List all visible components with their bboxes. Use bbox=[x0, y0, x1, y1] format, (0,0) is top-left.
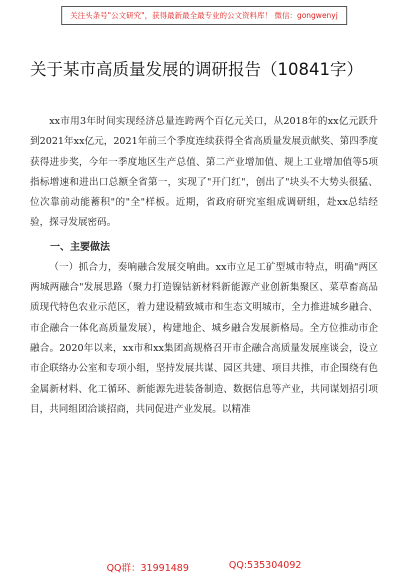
page-footer bbox=[0, 560, 408, 574]
document-title: 关于某市高质量发展的调研报告（10841字） bbox=[30, 60, 363, 79]
footer-qq-group: QQ群：31991489 bbox=[106, 563, 189, 574]
footer-qq: QQ:535304092 bbox=[228, 560, 302, 571]
section-paragraph: （一）抓合力，奏响融合发展交响曲。xx市立足工矿型城市特点，明确"两区两城两融合"发展思路（聚力打造镍钴新材料新能源产业创新集聚区、菜草畜高品质现代特色农业示范区，着力建设精致城市和生态文明城市，全力推进城乡融合、市企融合一体化高质量发展），构建地企、城乡融合发展新格局。全方位推动市企融合。2020年以来，xx市和xx集团高规格召开市企融合高质量发展座谈会，设立市企联络办公室和专项小组，坚持发展共谋、园区共建、项目共推，市企围绕有色金属新材料、化工循环、新能源先进装备制造、数据信息等产业，共同谋划招引项目，共同组团洽谈招商，共同促进产业发展。以精准 bbox=[30, 261, 378, 415]
intro-paragraph: xx市用3年时间实现经济总量连跨两个百亿元关口，从2018年的xx亿元跃升到2021年xx亿元，2021年前三个季度连续获得全省高质量发展贡献奖、第四季度获得进步奖，今年一季度地区生产总值、第二产业增加值、规上工业增加值等5项指标增速和进出口总额全省第一，实现了"开门红"，创出了"块头不大势头很猛、位次靠前动能蓄积"的"全"样板。近期，省政府研究室组成调研组，赴xx总结经验，探寻发展密码。 bbox=[30, 116, 378, 229]
section-heading: 一、主要做法 bbox=[50, 241, 110, 253]
document-body bbox=[30, 112, 378, 420]
header-banner: 关注头条号"公文研究"，获得最新最全最专业的公文资料库！ 微信：gongwenyj bbox=[61, 6, 347, 25]
